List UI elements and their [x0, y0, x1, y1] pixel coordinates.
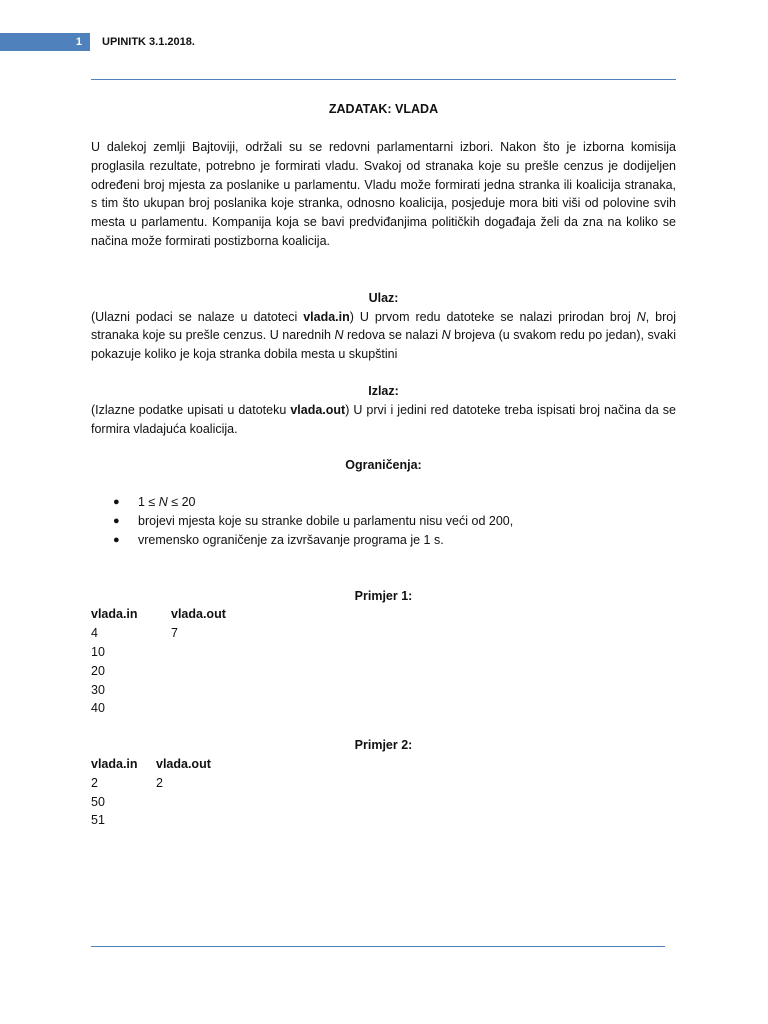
example1-row	[91, 662, 676, 681]
output-text-1: (Izlazne podatke upisati u datoteku	[91, 402, 291, 417]
example2-in-value: 50	[91, 794, 105, 809]
example1-in-value: 30	[91, 682, 105, 697]
variable-n: N	[334, 328, 344, 343]
example2-table	[91, 755, 676, 830]
bullet-icon: ●	[113, 533, 120, 546]
intro-paragraph: U dalekoj zemlji Bajtoviji, održali su se redovni parlamentarni izbori. Nakon što je izborna komisija proglasila rezultate, potrebno je formirati vladu. Svakoj od stranaka koje su prešle cenzus je dodijeljen određeni broj mjesta za poslanike u parlamentu. Vladu može formirati jedna stranka ili koalicija stranaka, s tim što ukupan broj poslanika koje stranka, odnosno koalicija, posjeduje mora biti viši od polovine svih mesta u parlamentu. Kompanija koja se bavi predviđanjima političkih događaja želi da zna na koliko se načina može formirati postizborna koalicija.	[91, 140, 676, 248]
example1-row	[91, 699, 676, 718]
page-number-badge: 1	[0, 33, 90, 51]
output-text-2: ) U prvi i jedini red datoteke treba ispisati broj načina da se formira vladajuća koalicija.	[91, 402, 677, 436]
constraint-item	[91, 493, 676, 512]
example2-in-label: vlada.in	[91, 756, 138, 771]
example1-table	[91, 605, 676, 718]
constraint-text: ≤ 20	[167, 495, 196, 510]
header-divider	[91, 79, 676, 80]
output-filename: vlada.out	[290, 402, 346, 417]
example2-row	[91, 793, 676, 812]
task-title: ZADATAK: VLADA	[328, 102, 439, 116]
output-paragraph	[91, 401, 676, 439]
input-text-5: brojeva (u svakom redu po jedan), svaki pokazuje koliko je koja stranka dobila mesta u skupštini	[91, 328, 676, 362]
example1-in-value: 4	[91, 626, 98, 641]
example1-in-label: vlada.in	[91, 607, 138, 622]
constraint-text: brojevi mjesta koje su stranke dobile u parlamentu nisu veći od 200,	[138, 513, 514, 528]
example2-row	[91, 774, 676, 793]
constraint-item	[91, 531, 676, 550]
variable-n: N	[441, 328, 451, 343]
constraint-text: 1 ≤	[138, 495, 159, 510]
bullet-icon: ●	[113, 496, 120, 509]
input-text-4: redova se nalazi	[343, 328, 442, 343]
example1-row	[91, 681, 676, 700]
example2-row	[91, 811, 676, 830]
constraints-list	[91, 493, 676, 549]
example1-header-row	[91, 605, 676, 624]
constraint-text: vremensko ograničenje za izvršavanje programa je 1 s.	[138, 532, 444, 547]
input-text-1: (Ulazni podaci se nalaze u datoteci	[91, 309, 304, 324]
example1-row	[91, 643, 676, 662]
header-title: UPINITK 3.1.2018.	[102, 36, 195, 48]
example2-heading: Primjer 2:	[354, 738, 413, 753]
input-heading: Ulaz:	[368, 290, 399, 305]
constraint-item	[91, 512, 676, 531]
constraints-heading: Ograničenja:	[345, 458, 422, 473]
example2-in-value: 51	[91, 813, 105, 828]
example1-heading: Primjer 1:	[354, 588, 413, 603]
document-body	[91, 100, 676, 830]
example1-out-label: vlada.out	[171, 607, 226, 622]
bullet-icon: ●	[113, 514, 120, 527]
input-text-3: , broj stranaka koje su prešle cenzus. U narednih	[91, 309, 677, 343]
input-paragraph	[91, 308, 676, 364]
example2-header-row	[91, 755, 676, 774]
variable-n: N	[636, 309, 646, 324]
input-text-2: ) U prvom redu datoteke se nalazi prirodan broj	[349, 309, 637, 324]
output-heading: Izlaz:	[368, 383, 399, 398]
footer-divider	[91, 946, 665, 947]
example1-out-value: 7	[171, 626, 178, 641]
example1-in-value: 20	[91, 663, 105, 678]
page-header	[0, 33, 400, 51]
example2-out-value: 2	[156, 775, 163, 790]
variable-n: N	[158, 495, 168, 510]
example1-row	[91, 624, 676, 643]
example1-in-value: 40	[91, 701, 105, 716]
example1-in-value: 10	[91, 644, 105, 659]
input-filename: vlada.in	[303, 309, 350, 324]
example2-out-label: vlada.out	[156, 756, 211, 771]
example2-in-value: 2	[91, 775, 98, 790]
